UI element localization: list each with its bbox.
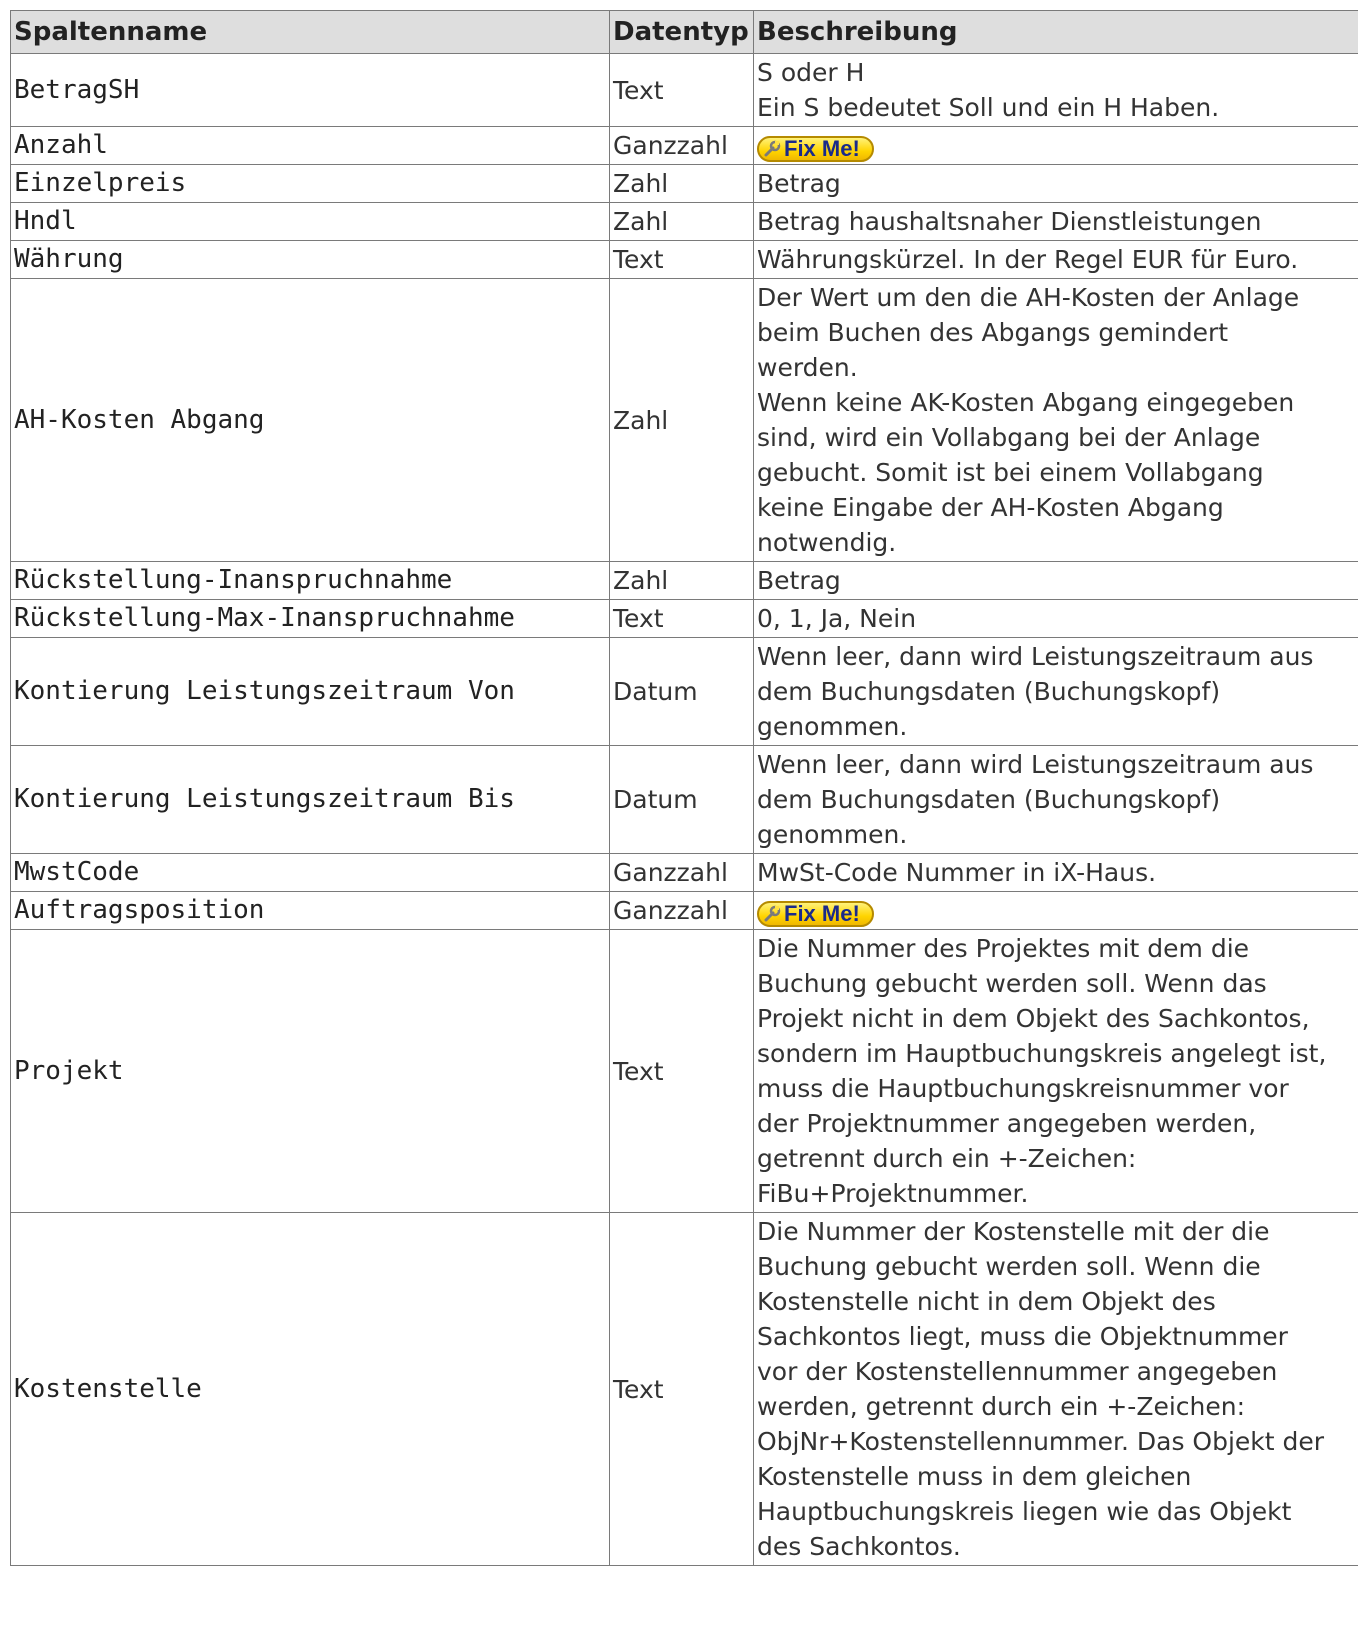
wrench-icon (763, 905, 781, 923)
description-line: 0, 1, Ja, Nein (757, 604, 917, 633)
table-row (11, 746, 1358, 854)
cell-description (754, 854, 1358, 892)
table-header-row (11, 11, 1358, 54)
description-line: werden. (757, 353, 858, 382)
fixme-label: Fix Me! (784, 900, 860, 926)
table-header (11, 11, 1358, 54)
fixme-label: Fix Me! (784, 135, 860, 161)
table-body (11, 54, 1358, 1566)
description-line: Betrag haushaltsnaher Dienstleistungen (757, 207, 1262, 236)
description-line: der Projektnummer angegeben werden, (757, 1109, 1257, 1138)
cell-description (754, 165, 1358, 203)
description-line: sondern im Hauptbuchungskreis angelegt ist, (757, 1039, 1327, 1068)
description-line: Betrag (757, 169, 841, 198)
table-row (11, 1213, 1358, 1566)
cell-column-name: Auftragsposition (11, 892, 610, 930)
description-line: Sachkontos liegt, muss die Objektnummer (757, 1322, 1288, 1351)
cell-description (754, 54, 1358, 127)
table-row (11, 54, 1358, 127)
cell-data-type: Ganzzahl (610, 892, 754, 930)
cell-column-name: Einzelpreis (11, 165, 610, 203)
description-line: Buchung gebucht werden soll. Wenn die (757, 1252, 1261, 1281)
table-row (11, 127, 1358, 165)
description-line: dem Buchungsdaten (Buchungskopf) (757, 677, 1221, 706)
cell-description (754, 930, 1358, 1213)
cell-column-name: Währung (11, 241, 610, 279)
description-line: notwendig. (757, 528, 897, 557)
table-row (11, 241, 1358, 279)
wrench-icon (763, 140, 781, 158)
cell-description (754, 279, 1358, 562)
description-line: Buchung gebucht werden soll. Wenn das (757, 969, 1267, 998)
description-line: Hauptbuchungskreis liegen wie das Objekt (757, 1497, 1292, 1526)
description-line: Kostenstelle muss in dem gleichen (757, 1462, 1192, 1491)
cell-column-name: Kostenstelle (11, 1213, 610, 1566)
cell-description (754, 127, 1358, 165)
table-row (11, 562, 1358, 600)
cell-column-name: BetragSH (11, 54, 610, 127)
table-row (11, 165, 1358, 203)
description-line: keine Eingabe der AH-Kosten Abgang (757, 493, 1224, 522)
cell-data-type: Datum (610, 638, 754, 746)
fixme-badge (757, 136, 874, 162)
description-line: FiBu+Projektnummer. (757, 1179, 1029, 1208)
description-line: Die Nummer der Kostenstelle mit der die (757, 1217, 1270, 1246)
cell-column-name: Kontierung Leistungszeitraum Von (11, 638, 610, 746)
description-line: getrennt durch ein +-Zeichen: (757, 1144, 1137, 1173)
description-line: ObjNr+Kostenstellennummer. Das Objekt der (757, 1427, 1325, 1456)
description-line: muss die Hauptbuchungskreisnummer vor (757, 1074, 1289, 1103)
fixme-badge (757, 901, 874, 927)
cell-description (754, 892, 1358, 930)
column-spec-table (10, 10, 1358, 1566)
description-line: dem Buchungsdaten (Buchungskopf) (757, 785, 1221, 814)
description-line: werden, getrennt durch ein +-Zeichen: (757, 1392, 1246, 1421)
table-row (11, 892, 1358, 930)
description-line: Ein S bedeutet Soll und ein H Haben. (757, 93, 1220, 122)
cell-data-type: Zahl (610, 279, 754, 562)
cell-column-name: AH-Kosten Abgang (11, 279, 610, 562)
cell-column-name: Projekt (11, 930, 610, 1213)
description-line: Der Wert um den die AH-Kosten der Anlage (757, 283, 1300, 312)
description-line: Die Nummer des Projektes mit dem die (757, 934, 1250, 963)
description-line: Währungskürzel. In der Regel EUR für Euro. (757, 245, 1299, 274)
cell-description (754, 203, 1358, 241)
description-line: genommen. (757, 712, 908, 741)
description-line: Wenn leer, dann wird Leistungszeitraum aus (757, 750, 1314, 779)
description-line: S oder H (757, 58, 865, 87)
cell-data-type: Zahl (610, 562, 754, 600)
cell-description (754, 746, 1358, 854)
cell-description (754, 600, 1358, 638)
cell-data-type: Text (610, 930, 754, 1213)
table-row (11, 600, 1358, 638)
header-spaltenname: Spaltenname (11, 11, 610, 54)
cell-data-type: Text (610, 54, 754, 127)
cell-data-type: Ganzzahl (610, 127, 754, 165)
description-line: des Sachkontos. (757, 1532, 961, 1561)
description-line: beim Buchen des Abgangs gemindert (757, 318, 1229, 347)
header-beschreibung: Beschreibung (754, 11, 1358, 54)
description-line: Projekt nicht in dem Objekt des Sachkontos, (757, 1004, 1310, 1033)
cell-description (754, 562, 1358, 600)
cell-description (754, 1213, 1358, 1566)
table-row (11, 203, 1358, 241)
cell-data-type: Zahl (610, 165, 754, 203)
cell-column-name: Anzahl (11, 127, 610, 165)
table-row (11, 638, 1358, 746)
cell-data-type: Text (610, 600, 754, 638)
cell-data-type: Zahl (610, 203, 754, 241)
cell-column-name: MwstCode (11, 854, 610, 892)
description-line: genommen. (757, 820, 908, 849)
description-line: Wenn keine AK-Kosten Abgang eingegeben (757, 388, 1295, 417)
cell-data-type: Datum (610, 746, 754, 854)
cell-column-name: Kontierung Leistungszeitraum Bis (11, 746, 610, 854)
table-row (11, 930, 1358, 1213)
cell-data-type: Text (610, 241, 754, 279)
content-area (10, 10, 1358, 1566)
description-line: MwSt-Code Nummer in iX-Haus. (757, 858, 1157, 887)
cell-column-name: Rückstellung-Max-Inanspruchnahme (11, 600, 610, 638)
description-line: sind, wird ein Vollabgang bei der Anlage (757, 423, 1261, 452)
header-datentyp: Datentyp (610, 11, 754, 54)
cell-data-type: Text (610, 1213, 754, 1566)
cell-column-name: Hndl (11, 203, 610, 241)
description-line: Betrag (757, 566, 841, 595)
description-line: Kostenstelle nicht in dem Objekt des (757, 1287, 1216, 1316)
description-line: Wenn leer, dann wird Leistungszeitraum aus (757, 642, 1314, 671)
description-line: vor der Kostenstellennummer angegeben (757, 1357, 1278, 1386)
cell-description (754, 638, 1358, 746)
table-row (11, 854, 1358, 892)
cell-description (754, 241, 1358, 279)
cell-data-type: Ganzzahl (610, 854, 754, 892)
cell-column-name: Rückstellung-Inanspruchnahme (11, 562, 610, 600)
table-row (11, 279, 1358, 562)
description-line: gebucht. Somit ist bei einem Vollabgang (757, 458, 1264, 487)
